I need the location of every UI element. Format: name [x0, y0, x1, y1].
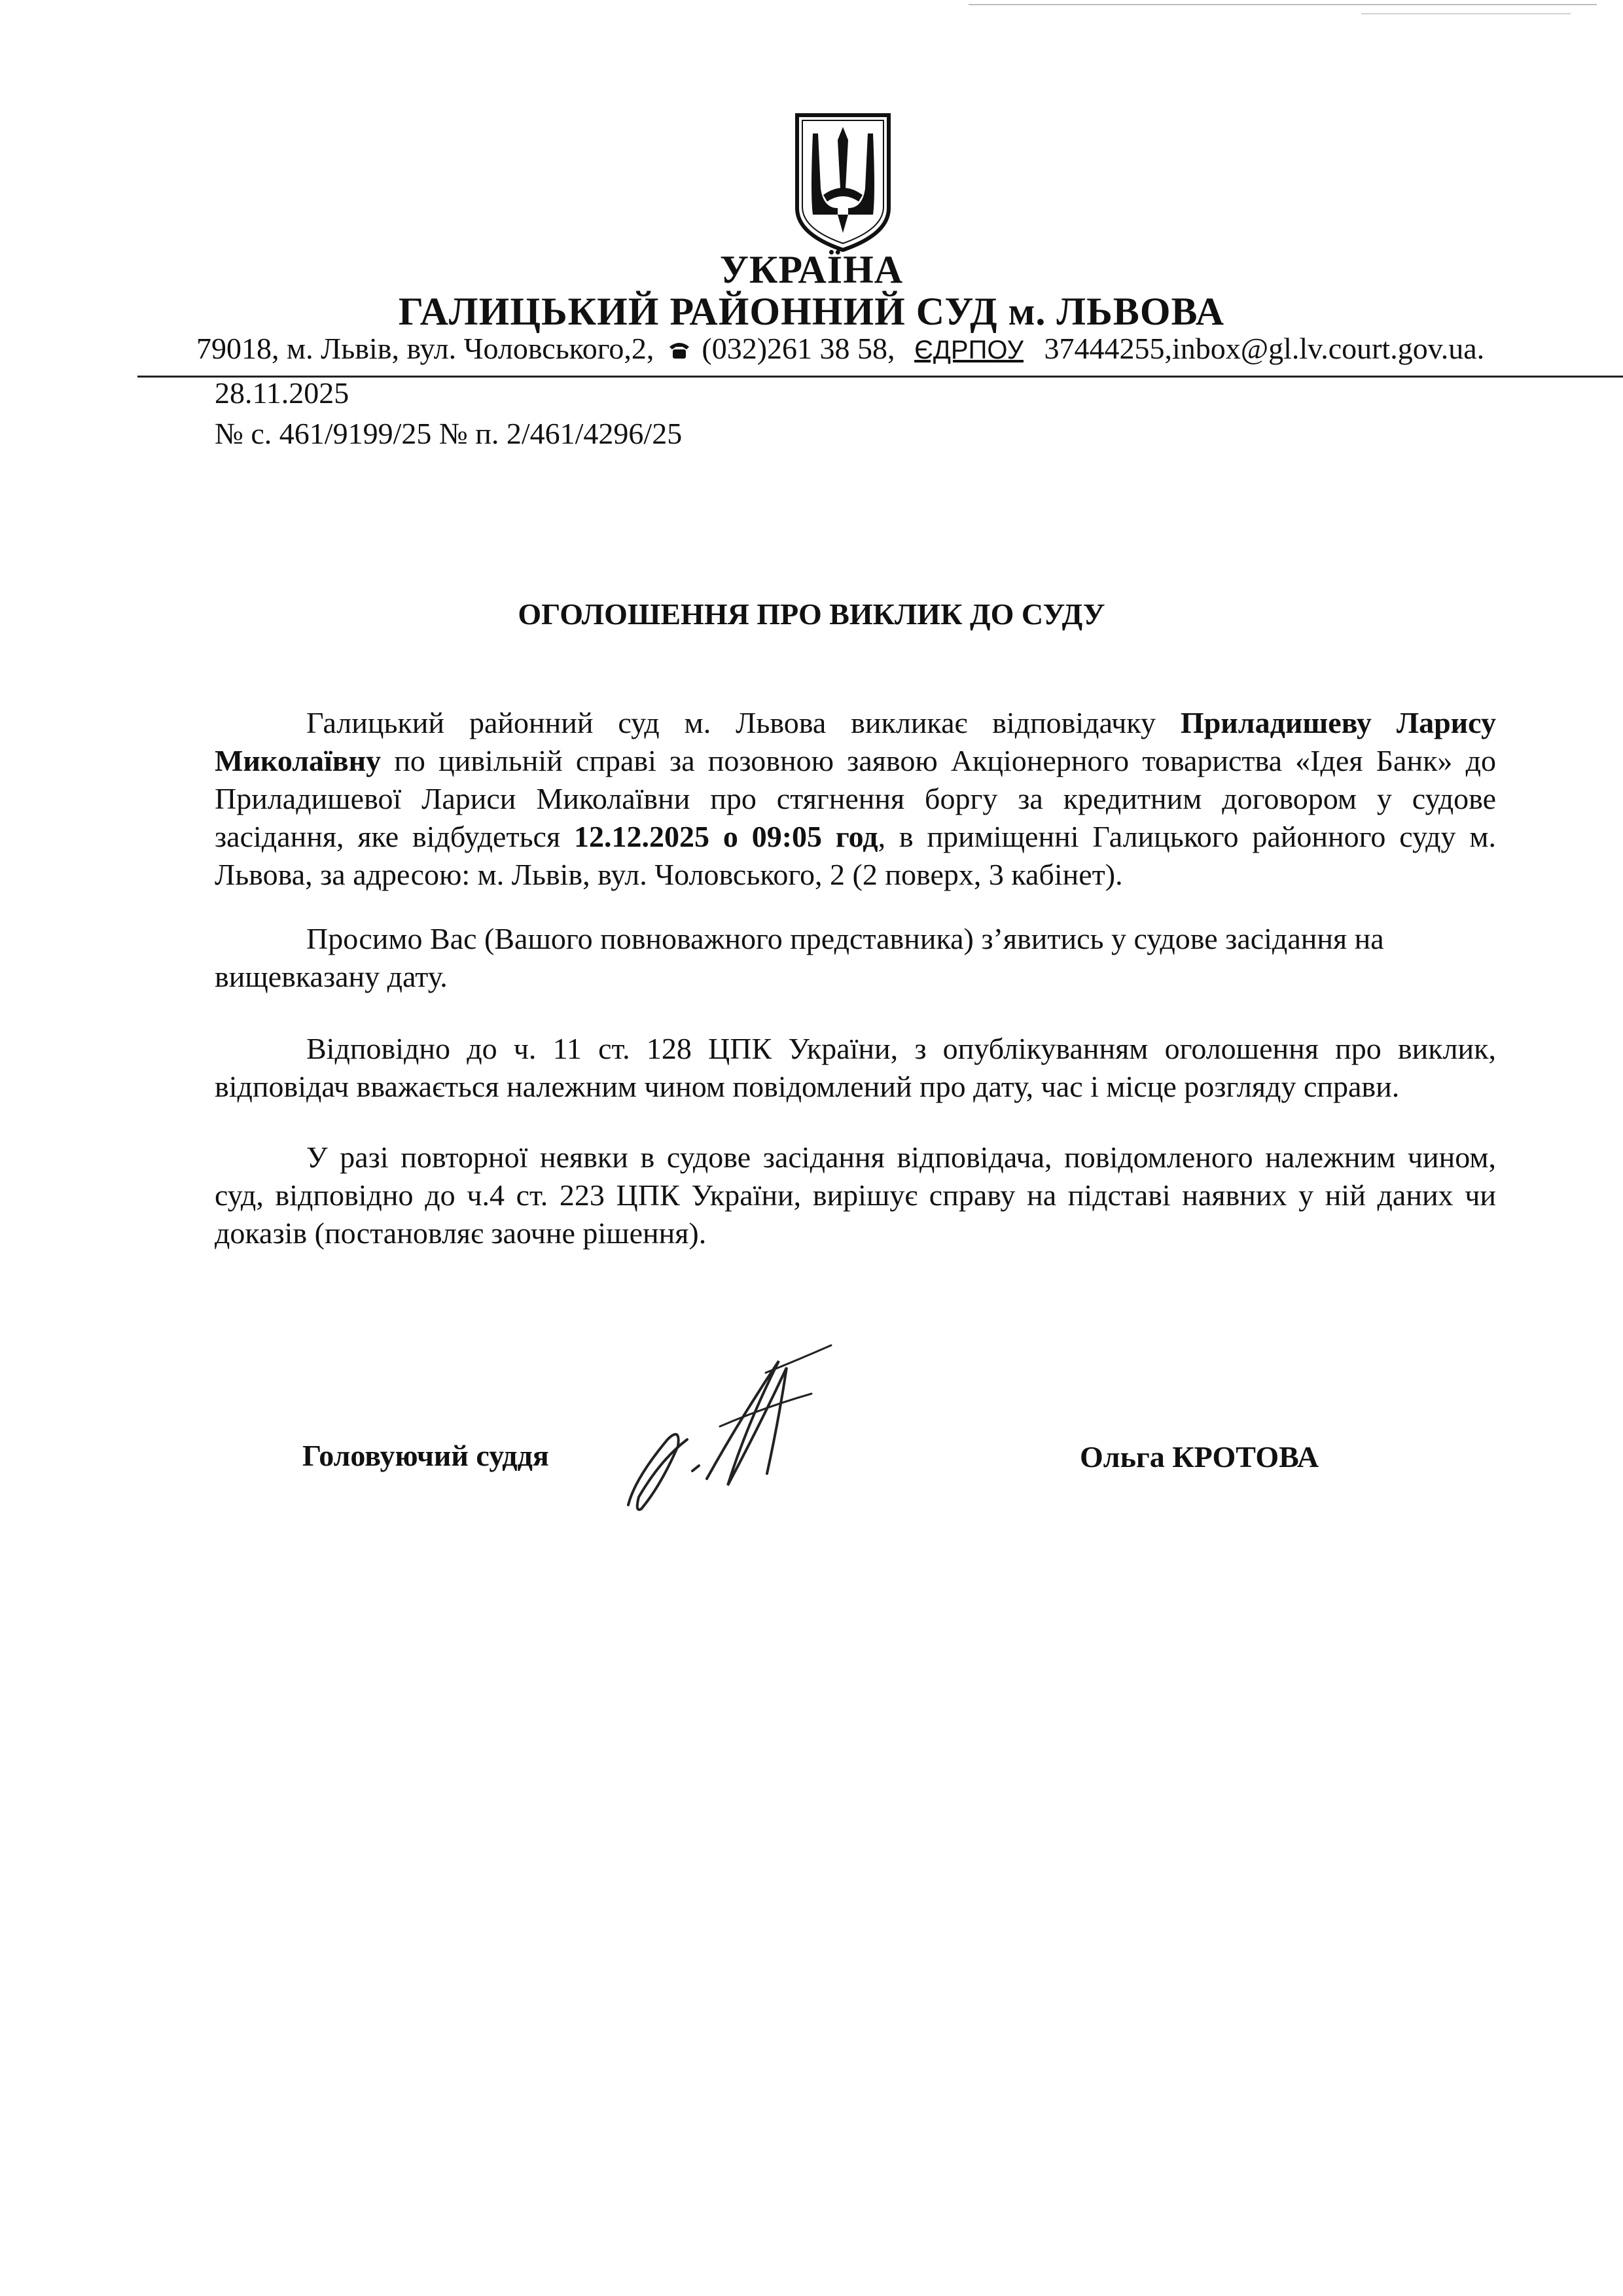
summons-text-1: Галицький районний суд м. Львова викликає відповідачку: [306, 706, 1181, 739]
scan-edge-line: [969, 4, 1597, 5]
handwritten-signature: [615, 1328, 877, 1525]
document-date: 28.11.2025: [215, 376, 349, 410]
judge-role: Головуючий суддя: [302, 1439, 549, 1472]
case-numbers: № с. 461/9199/25 № п. 2/461/4296/25: [215, 417, 683, 450]
hearing-datetime: 12.12.2025 о 09:05 год: [573, 820, 878, 853]
paragraph-summons: [215, 704, 1496, 894]
edrpou-and-email: 37444255,inbox@gl.lv.court.gov.ua.: [1044, 332, 1485, 365]
phone-icon: [668, 340, 690, 360]
court-address: 79018, м. Львів, вул. Чоловського,2,: [196, 332, 654, 365]
summons-text-3: , в приміщенні Галицького районного суду м. Львова, за адресою: м. Львів, вул. Чоловського, 2 (2 поверх, 3 кабінет).: [215, 820, 1496, 891]
court-phone: (032)261 38 58,: [702, 332, 895, 365]
edrpou-label: ЄДРПОУ: [914, 336, 1024, 364]
paragraph-request: [215, 920, 1496, 996]
paragraph-notice: [215, 1030, 1496, 1106]
scan-edge-line-secondary: [1361, 13, 1571, 14]
trident-emblem-icon: [791, 110, 895, 254]
court-address-line: [196, 331, 1484, 366]
defendant-name: Приладишеву Ларису Миколаївну: [215, 706, 1496, 777]
document-title: ОГОЛОШЕННЯ ПРО ВИКЛИК ДО СУДУ: [518, 597, 1105, 631]
default-text: У разі повторної неявки в судове засідання відповідача, повідомленого належним чином, суд, відповідно до ч.4 ст. 223 ЦПК України, вирішує справу на підставі наявних у ній даних чи доказів (постановляє заочне рішення).: [215, 1140, 1496, 1250]
country-heading: УКРАЇНА: [719, 248, 904, 291]
paragraph-default: [215, 1139, 1496, 1252]
court-name-heading: ГАЛИЦЬКИЙ РАЙОННИЙ СУД м. ЛЬВОВА: [398, 290, 1225, 333]
header-divider: [137, 376, 1623, 378]
request-text: Просимо Вас (Вашого повноважного представника) з’явитись у судове засідання на вищевказану дату.: [215, 922, 1384, 993]
summons-text-2: по цивільній справі за позовною заявою Акціонерного товариства «Ідея Банк» до Приладишевої Лариси Миколаївни про стягнення боргу за кредитним договором у судове засідання, яке відбудеться: [215, 744, 1496, 853]
notice-text: Відповідно до ч. 11 ст. 128 ЦПК України, з опублікуванням оголошення про виклик, відповідач вважається належним чином повідомлений про дату, час і місце розгляду справи.: [215, 1032, 1496, 1103]
judge-name: Ольга КРОТОВА: [1080, 1440, 1319, 1474]
